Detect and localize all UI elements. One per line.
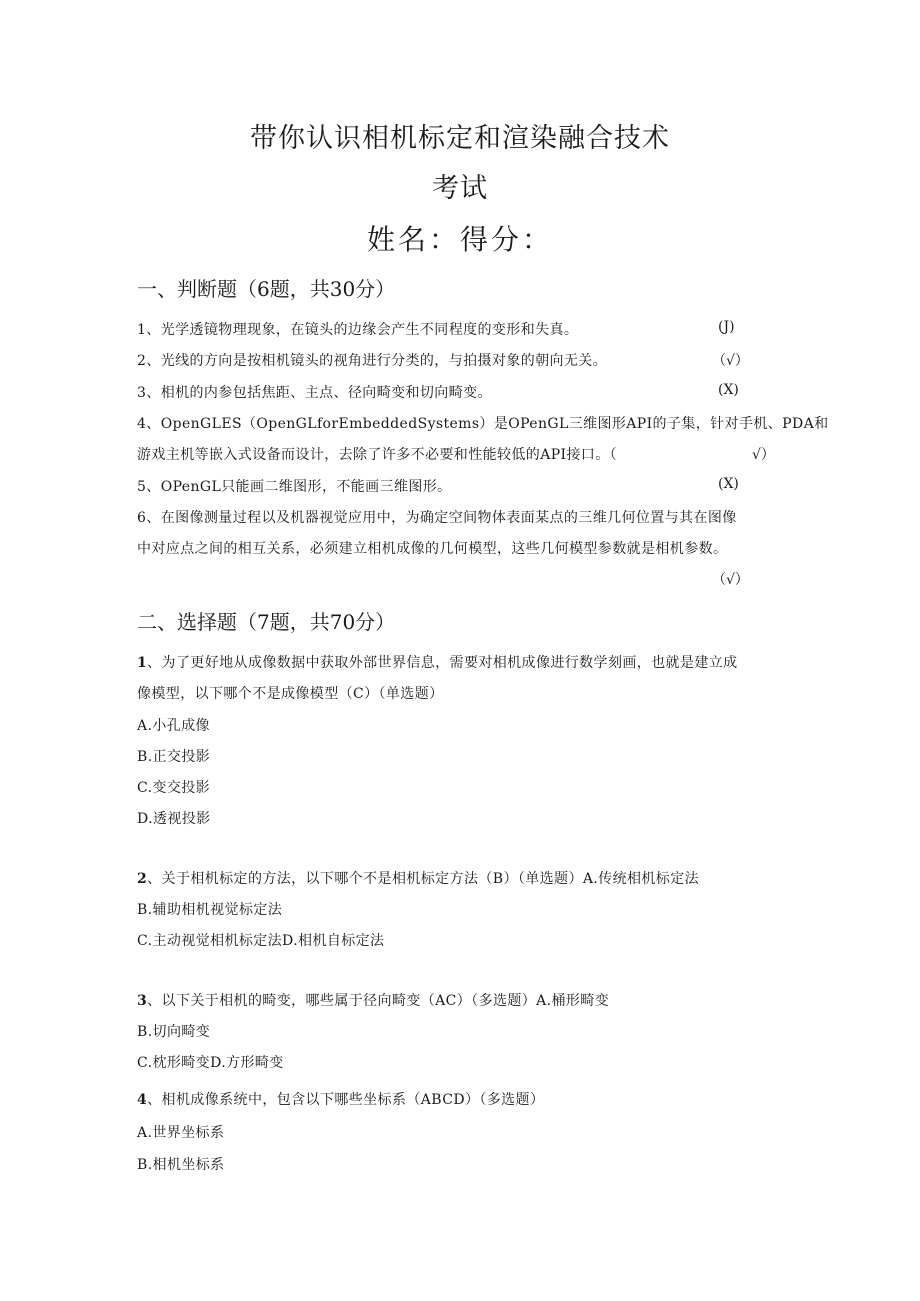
mc-q4-option-b: B.相机坐标系 — [137, 1157, 225, 1173]
question-text: 、相机成像系统中，包含以下哪些坐标系（ABCD）（多选题） — [147, 1092, 545, 1108]
question-number: 2 — [137, 871, 148, 887]
mc-q4-option-a: A.世界坐标系 — [137, 1125, 225, 1141]
section-heading-true-false: 一、判断题（6题，共30分） — [137, 277, 396, 301]
tf-question-4-line1: 4、OpenGLES（OpenGLforEmbeddedSystems）是OPenGL三维图形API的子集，针对手机、PDA和 — [137, 416, 829, 432]
tf-answer-1: (J) — [718, 319, 735, 335]
tf-question-5: 5、OPenGL只能画二维图形，不能画三维图形。 — [137, 479, 452, 495]
exam-title: 带你认识相机标定和渲染融合技术 — [250, 123, 670, 154]
exam-subtitle: 考试 — [432, 173, 488, 204]
question-text: 、为了更好地从成像数据中获取外部世界信息，需要对相机成像进行数学刻画，也就是建立成 — [147, 655, 738, 671]
tf-answer-4: √） — [752, 447, 775, 463]
mc-q1-option-a: A.小孔成像 — [137, 718, 210, 734]
mc-q1-option-c: C.变交投影 — [137, 780, 211, 796]
tf-answer-3: (X) — [718, 382, 739, 398]
mc-q1-option-d: D.透视投影 — [137, 811, 211, 827]
tf-question-6-line1: 6、在图像测量过程以及机器视觉应用中，为确定空间物体表面某点的三维几何位置与其在图像 — [137, 510, 737, 526]
mc-q2-option-cd: C.主动视觉相机标定法D.相机自标定法 — [137, 933, 385, 949]
mc-q3-option-cd: C.枕形畸变D.方形畸变 — [137, 1055, 284, 1071]
tf-question-6-line2: 中对应点之间的相互关系，必须建立相机成像的几何模型，这些几何模型参数就是相机参数。 — [137, 541, 728, 557]
mc-question-1-line1 — [137, 652, 738, 672]
mc-q3-option-b: B.切向畸变 — [137, 1024, 211, 1040]
question-text: 、以下关于相机的畸变，哪些属于径向畸变（AC）（多选题）A.桶形畸变 — [147, 993, 610, 1009]
name-score-line: 姓名：得分： — [366, 223, 553, 256]
mc-q1-option-b: B.正交投影 — [137, 749, 211, 765]
question-number: 4 — [137, 1092, 148, 1108]
tf-question-1: 1、光学透镜物理现象，在镜头的边缘会产生不同程度的变形和失真。 — [137, 322, 579, 338]
question-text: 、关于相机标定的方法，以下哪个不是相机标定方法（B）（单选题）A.传统相机标定法 — [147, 871, 700, 887]
mc-question-4-line1 — [137, 1089, 544, 1109]
tf-answer-5: (X) — [718, 476, 739, 492]
mc-question-3-line1 — [137, 990, 609, 1010]
tf-answer-2: （√） — [712, 353, 749, 369]
mc-q2-option-b: B.辅助相机视觉标定法 — [137, 902, 283, 918]
tf-question-3: 3、相机的内参包括焦距、主点、径向畸变和切向畸变。 — [137, 385, 492, 401]
section-heading-multiple-choice: 二、选择题（7题，共70分） — [137, 610, 396, 634]
tf-answer-6: （√） — [712, 572, 749, 588]
mc-question-1-line2: 像模型，以下哪个不是成像模型（C）（单选题） — [137, 686, 444, 702]
tf-question-2: 2、光线的方向是按相机镜头的视角进行分类的，与拍摄对象的朝向无关。 — [137, 353, 608, 369]
question-number: 3 — [137, 993, 148, 1009]
question-number: 1 — [137, 655, 148, 671]
tf-question-4-line2: 游戏主机等嵌入式设备而设计，去除了许多不必要和性能较低的API接口。（ — [137, 447, 618, 463]
mc-question-2-line1 — [137, 868, 699, 888]
